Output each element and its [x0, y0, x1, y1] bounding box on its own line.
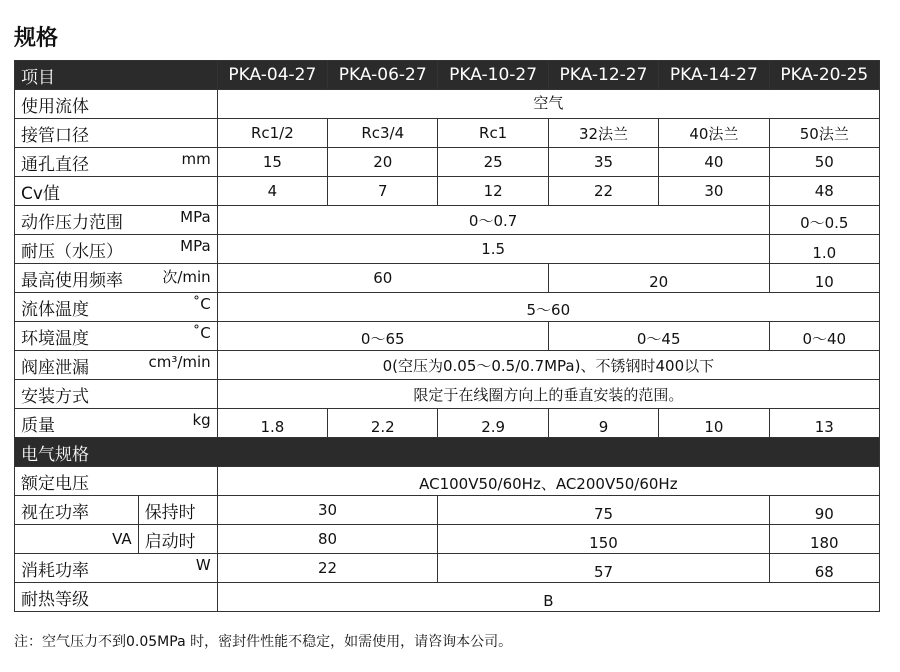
cell-value: 0～40 [769, 322, 879, 351]
cell-value: 12 [438, 177, 548, 206]
row-label: 耐热等级 [15, 583, 218, 612]
row-unit: ˚C [192, 323, 211, 342]
row-label [15, 409, 218, 438]
row-label-text: 环境温度 [21, 328, 89, 349]
section-header-row [15, 438, 880, 467]
table-row [15, 148, 880, 177]
cell-value: 0～0.7 [217, 206, 769, 235]
table-row [15, 235, 880, 264]
cell-value: 22 [217, 554, 438, 583]
cell-value: 25 [438, 148, 548, 177]
row-label: 额定电压 [15, 467, 218, 496]
row-label [15, 554, 218, 583]
cell-value: 90 [769, 496, 879, 525]
cell-value: 75 [438, 496, 769, 525]
cell-value: Rc1/2 [217, 119, 327, 148]
sub-label: 保持时 [138, 496, 217, 524]
model-header: PKA-06-27 [328, 61, 438, 90]
header-label: 项目 [15, 61, 218, 90]
row-unit: ˚C [192, 294, 211, 313]
sub-label: 启动时 [138, 525, 217, 553]
cell-value: 150 [438, 525, 769, 554]
model-header: PKA-12-27 [548, 61, 658, 90]
row-label-text: 视在功率 [21, 503, 89, 523]
cell-value: 20 [548, 264, 769, 293]
cell-value: 22 [548, 177, 658, 206]
header-row [15, 61, 880, 90]
row-unit: VA [112, 530, 132, 548]
cell-value: B [217, 583, 879, 612]
row-label [15, 351, 218, 380]
table-row [15, 583, 880, 612]
row-label [15, 148, 218, 177]
cell-value: AC100V50/60Hz、AC200V50/60Hz [217, 467, 879, 496]
row-label: 使用流体 [15, 90, 218, 119]
row-label-text: 质量 [21, 415, 55, 436]
cell-value: 32法兰 [548, 119, 658, 148]
cell-value: 2.9 [438, 409, 548, 438]
table-row [15, 264, 880, 293]
table-row [15, 380, 880, 409]
row-label-text: 最高使用频率 [21, 270, 123, 291]
row-label [15, 322, 218, 351]
row-label [15, 496, 218, 525]
row-label-text: 阀座泄漏 [21, 357, 89, 378]
cell-value: 40 [659, 148, 769, 177]
cell-value: 20 [328, 148, 438, 177]
page-title: 规格 [14, 26, 59, 51]
row-label: 安装方式 [15, 380, 218, 409]
cell-value: 50法兰 [769, 119, 879, 148]
cell-value: 0～45 [548, 322, 769, 351]
cell-value: 60 [217, 264, 548, 293]
table-row [15, 467, 880, 496]
row-unit: MPa [180, 207, 211, 226]
table-row [15, 119, 880, 148]
cell-value: 1.0 [769, 235, 879, 264]
cell-value: 空气 [217, 90, 879, 119]
row-label-text: 消耗功率 [21, 560, 89, 581]
footnote: 注：空气压力不到0.05MPa 时，密封件性能不稳定，如需使用，请咨询本公司。 [14, 634, 513, 650]
row-label: 接管口径 [15, 119, 218, 148]
cell-value: 40法兰 [659, 119, 769, 148]
cell-value: 57 [438, 554, 769, 583]
cell-value: 0(空压为0.05～0.5/0.7MPa)、不锈钢时400以下 [217, 351, 879, 380]
model-header: PKA-20-25 [769, 61, 879, 90]
cell-value: 35 [548, 148, 658, 177]
table-row [15, 409, 880, 438]
cell-value: Rc3/4 [328, 119, 438, 148]
cell-value: 13 [769, 409, 879, 438]
row-label [15, 264, 218, 293]
cell-value: 30 [659, 177, 769, 206]
cell-value: 80 [217, 525, 438, 554]
table-row [15, 322, 880, 351]
model-header: PKA-04-27 [217, 61, 327, 90]
cell-value: 2.2 [328, 409, 438, 438]
table-row [15, 90, 880, 119]
cell-value: 180 [769, 525, 879, 554]
model-header: PKA-14-27 [659, 61, 769, 90]
row-label-text: 流体温度 [21, 299, 89, 320]
cell-value: 0～0.5 [769, 206, 879, 235]
row-unit: W [195, 555, 211, 574]
row-label: Cv值 [15, 177, 218, 206]
model-header: PKA-10-27 [438, 61, 548, 90]
row-unit: MPa [180, 236, 211, 255]
row-label [15, 525, 218, 554]
cell-value: 30 [217, 496, 438, 525]
cell-value: 0～65 [217, 322, 548, 351]
section-header: 电气规格 [15, 438, 880, 467]
cell-value: 1.5 [217, 235, 769, 264]
row-label [15, 206, 218, 235]
row-unit: mm [181, 149, 211, 168]
cell-value: 9 [548, 409, 658, 438]
table-row [15, 554, 880, 583]
row-unit: 次/min [162, 267, 211, 286]
cell-value: 1.8 [217, 409, 327, 438]
spec-table [14, 60, 880, 612]
cell-value: 10 [659, 409, 769, 438]
cell-value: Rc1 [438, 119, 548, 148]
row-unit: kg [192, 410, 211, 429]
table-row [15, 351, 880, 380]
row-label [15, 235, 218, 264]
table-row [15, 525, 880, 554]
cell-value: 4 [217, 177, 327, 206]
cell-value: 68 [769, 554, 879, 583]
cell-value: 48 [769, 177, 879, 206]
row-label-text: 动作压力范围 [21, 212, 123, 233]
cell-value: 7 [328, 177, 438, 206]
cell-value: 10 [769, 264, 879, 293]
row-label-text: 耐压（水压） [21, 241, 123, 262]
table-row [15, 177, 880, 206]
row-label-text: 通孔直径 [21, 154, 89, 175]
cell-value: 50 [769, 148, 879, 177]
cell-value: 15 [217, 148, 327, 177]
table-row [15, 496, 880, 525]
table-row [15, 293, 880, 322]
table-row [15, 206, 880, 235]
cell-value: 限定于在线圈方向上的垂直安装的范围。 [217, 380, 879, 409]
cell-value: 5～60 [217, 293, 879, 322]
row-label [15, 293, 218, 322]
row-unit: cm³/min [148, 352, 211, 371]
